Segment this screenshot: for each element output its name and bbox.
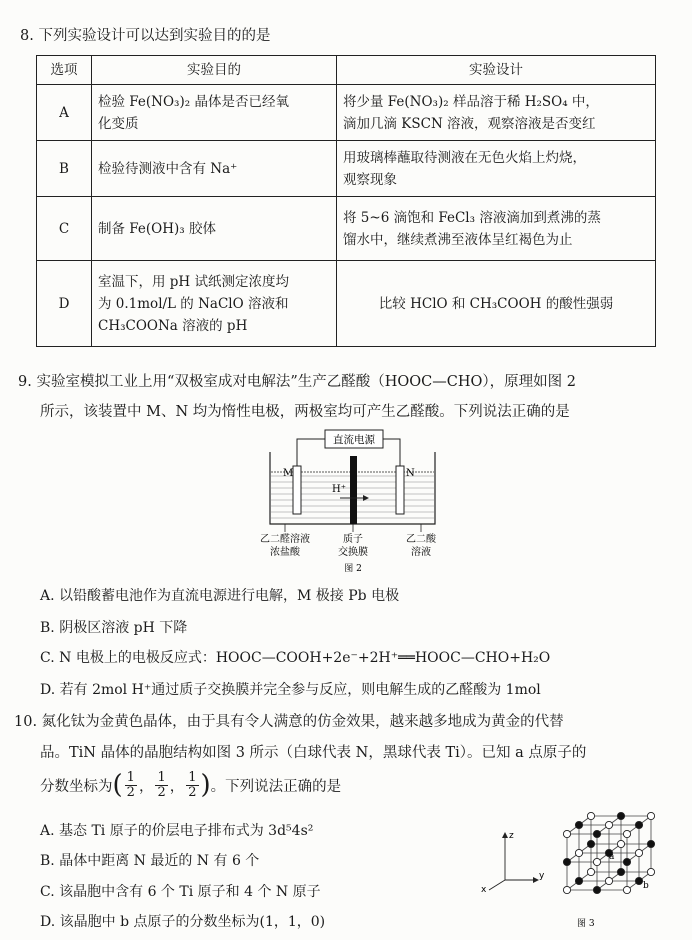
n-atom bbox=[647, 868, 654, 875]
q9-choice-a: A. 以铅酸蓄电池作为直流电源进行电解，M 极接 Pb 电极 bbox=[40, 588, 400, 604]
row-a-option: A bbox=[37, 85, 92, 141]
q8-table bbox=[36, 55, 656, 347]
label-n: N bbox=[406, 468, 415, 479]
ti-atom bbox=[647, 840, 654, 847]
row-a-design-line-2: 滴加几滴 KSCN 溶液，观察溶液是否变红 bbox=[343, 115, 596, 132]
row-a-goal-line-2: 化变质 bbox=[98, 115, 139, 132]
q10-choice-a: A. 基态 Ti 原子的价层电子排布式为 3d⁵4s² bbox=[40, 823, 314, 839]
fraction-z: $\frac{1}{2}$ bbox=[188, 769, 197, 800]
right-label-2: 溶液 bbox=[411, 547, 431, 558]
electrode-n bbox=[396, 466, 404, 514]
ti-atom bbox=[617, 812, 624, 819]
row-b-option: B bbox=[37, 141, 92, 197]
left-label-1: 乙二醛溶液 bbox=[260, 534, 310, 545]
label-axis-y: y bbox=[539, 871, 545, 881]
ti-atom bbox=[593, 886, 600, 893]
row-b-goal bbox=[92, 141, 337, 197]
n-atom bbox=[623, 830, 630, 837]
header-goal: 实验目的 bbox=[92, 56, 337, 85]
row-c-design-line-1: 将 5~6 滴饱和 FeCl₃ 溶液滴加到煮沸的蒸 bbox=[343, 209, 601, 226]
q10-coord-tail: 。下列说法正确的是 bbox=[210, 778, 342, 795]
n-atom bbox=[587, 812, 594, 819]
label-h-plus: H⁺ bbox=[332, 484, 346, 495]
n-atom bbox=[593, 858, 600, 865]
mid-label-1: 质子 bbox=[343, 534, 363, 545]
row-d-goal-line-3: CH₃COONa 溶液的 pH bbox=[98, 317, 248, 334]
row-a-goal-line-1: 检验 Fe(NO₃)₂ 晶体是否已经氧 bbox=[98, 93, 289, 110]
wire-left bbox=[297, 439, 325, 466]
n-atom bbox=[623, 886, 630, 893]
q10-stem-line-1: 10. 氮化钛为金黄色晶体，由于具有令人满意的仿金效果，越来越多地成为黄金的代替 bbox=[14, 714, 564, 730]
table-row bbox=[37, 141, 656, 197]
n-atom bbox=[617, 840, 624, 847]
table-header-row bbox=[37, 56, 656, 85]
row-d-goal-line-2: 为 0.1mol/L 的 NaClO 溶液和 bbox=[98, 295, 289, 312]
row-d-goal-line-1: 室温下，用 pH 试纸测定浓度均 bbox=[98, 273, 289, 290]
n-atom bbox=[563, 830, 570, 837]
row-b-design-line-1: 用玻璃棒蘸取待测液在无色火焰上灼烧， bbox=[343, 149, 586, 166]
row-a-design-line-1: 将少量 Fe(NO₃)₂ 样品溶于稀 H₂SO₄ 中， bbox=[343, 93, 599, 110]
label-axis-z: z bbox=[509, 831, 514, 841]
ti-atom bbox=[623, 858, 630, 865]
right-label-1: 乙二酸 bbox=[406, 534, 436, 545]
ti-atom bbox=[587, 840, 594, 847]
q9-stem-line-1: 9. 实验室模拟工业上用“双极室成对电解法”生产乙醛酸（HOOC—CHO），原理如图 2 bbox=[18, 374, 576, 390]
ti-atom bbox=[635, 877, 642, 884]
q10-choice-c: C. 该晶胞中含有 6 个 Ti 原子和 4 个 N 原子 bbox=[40, 884, 321, 900]
n-atom bbox=[647, 812, 654, 819]
q10-choice-b: B. 晶体中距离 N 最近的 N 有 6 个 bbox=[40, 853, 260, 869]
n-atom bbox=[605, 821, 612, 828]
label-m: M bbox=[283, 468, 294, 479]
wire-right bbox=[383, 439, 400, 466]
electrode-m bbox=[293, 466, 301, 514]
header-option: 选项 bbox=[37, 56, 92, 85]
q9-stem-line-2: 所示，该装置中 M、N 均为惰性电极，两极室均可产生乙醛酸。下列说法正确的是 bbox=[40, 404, 570, 420]
q8-stem: 8. 下列实验设计可以达到实验目的的是 bbox=[20, 28, 271, 44]
ti-atom bbox=[635, 821, 642, 828]
axis-x bbox=[489, 880, 505, 890]
fraction-x: $\frac{1}{2}$ bbox=[126, 769, 135, 800]
q9-choice-b: B. 阴极区溶液 pH 下降 bbox=[40, 620, 188, 636]
row-c-goal-line-1: 制备 Fe(OH)₃ 胶体 bbox=[98, 220, 216, 237]
row-c-design-line-2: 馏水中，继续煮沸至液体呈红褐色为止 bbox=[343, 231, 573, 248]
row-d-design-line-1: 比较 HClO 和 CH₃COOH 的酸性强弱 bbox=[378, 295, 614, 312]
label-point-a: a bbox=[609, 852, 615, 862]
row-b-design bbox=[337, 141, 656, 197]
electrolysis-diagram bbox=[245, 428, 455, 576]
row-c-option: C bbox=[37, 197, 92, 261]
mid-label-2: 交换膜 bbox=[338, 547, 368, 558]
ti-atom bbox=[575, 821, 582, 828]
n-atom bbox=[605, 877, 612, 884]
row-d-design bbox=[337, 261, 656, 347]
table-row bbox=[37, 85, 656, 141]
n-atom bbox=[587, 868, 594, 875]
fig2-caption: 图 2 bbox=[344, 564, 362, 574]
q10-stem-line-2: 品。TiN 晶体的晶胞结构如图 3 所示（白球代表 N，黑球代表 Ti）。已知 a 点原子的 bbox=[40, 745, 587, 761]
row-c-goal bbox=[92, 197, 337, 261]
n-atom bbox=[563, 886, 570, 893]
ti-atom bbox=[617, 868, 624, 875]
row-c-design bbox=[337, 197, 656, 261]
q10-stem-line-3: 分数坐标为 ( $\frac{1}{2}$ ， $\frac{1}{2}$ ， $\frac{1}{2}$ ) 。下列说法正确的是 bbox=[40, 769, 342, 800]
label-axis-x: x bbox=[481, 885, 487, 895]
row-a-design bbox=[337, 85, 656, 141]
crystal-cell-diagram bbox=[475, 792, 675, 932]
n-atom bbox=[635, 849, 642, 856]
left-label-2: 浓盐酸 bbox=[270, 547, 300, 558]
proton-membrane bbox=[350, 456, 357, 524]
ti-atom bbox=[575, 877, 582, 884]
q9-choice-d: D. 若有 2mol H⁺通过质子交换膜并完全参与反应，则电解生成的乙醛酸为 1mol bbox=[40, 682, 541, 698]
table-row bbox=[37, 197, 656, 261]
row-d-option: D bbox=[37, 261, 92, 347]
header-design: 实验设计 bbox=[337, 56, 656, 85]
fig3-caption: 图 3 bbox=[577, 919, 595, 929]
ti-atom bbox=[563, 858, 570, 865]
fraction-y: $\frac{1}{2}$ bbox=[157, 769, 166, 800]
q9-choice-c: C. N 电极上的电极反应式：HOOC—COOH+2e⁻+2H⁺══HOOC—CHO+H₂O bbox=[40, 650, 551, 666]
q10-coord-intro: 分数坐标为 bbox=[40, 778, 113, 795]
row-b-goal-line-1: 检验待测液中含有 Na⁺ bbox=[98, 160, 238, 177]
q10-choice-d: D. 该晶胞中 b 点原子的分数坐标为(1，1，0) bbox=[40, 914, 326, 930]
power-supply-label: 直流电源 bbox=[333, 434, 375, 446]
row-b-design-line-2: 观察现象 bbox=[343, 171, 397, 188]
label-point-b: b bbox=[643, 881, 649, 891]
table-row bbox=[37, 261, 656, 347]
ti-atom bbox=[593, 830, 600, 837]
n-atom bbox=[575, 849, 582, 856]
row-a-goal bbox=[92, 85, 337, 141]
row-d-goal bbox=[92, 261, 337, 347]
